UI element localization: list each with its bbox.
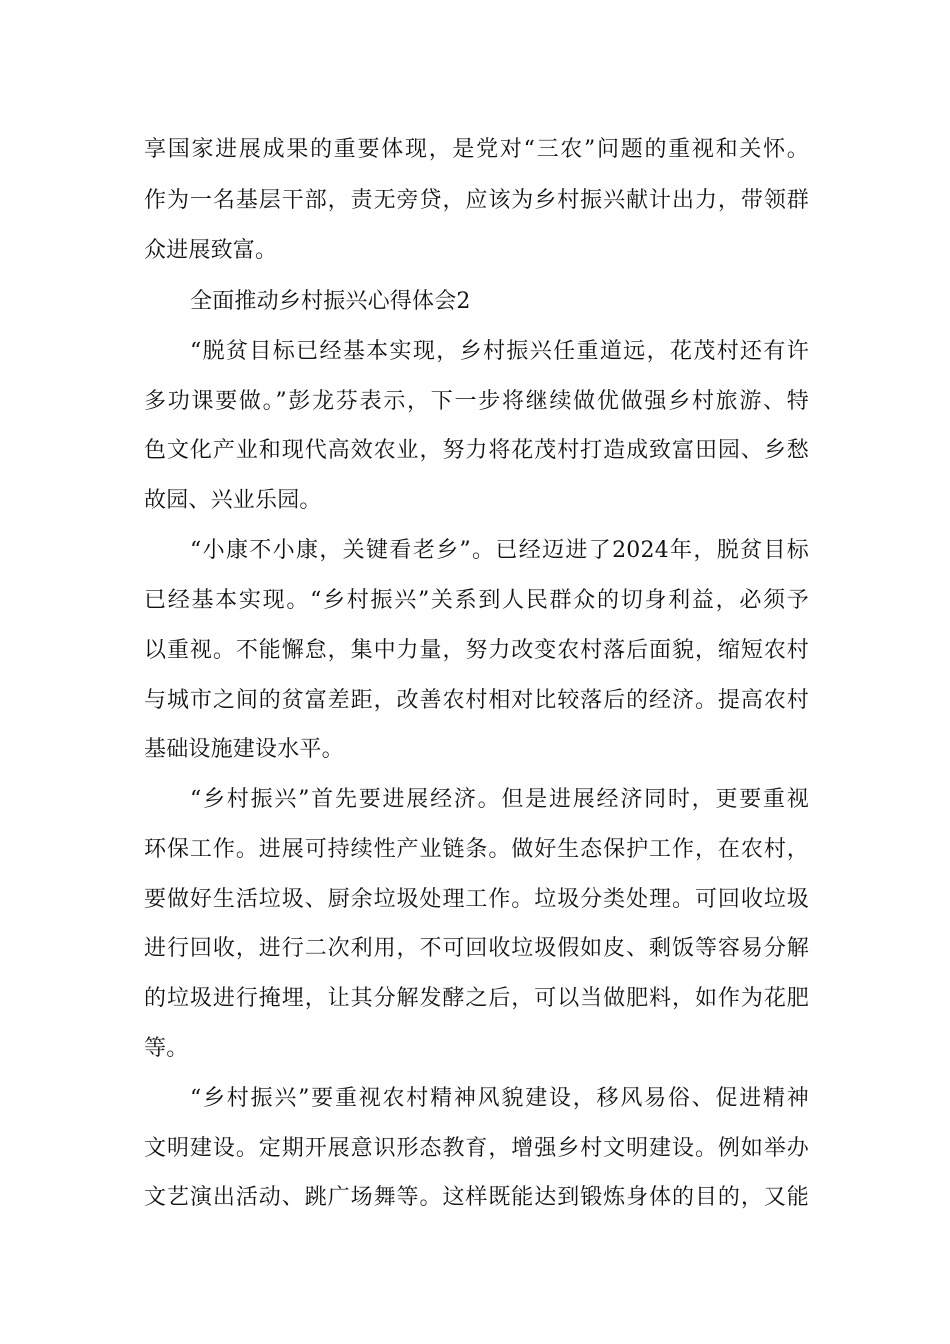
paragraph-line: 要做好生活垃圾、厨余垃圾处理工作。垃圾分类处理。可回收垃圾	[144, 887, 809, 912]
paragraph-line: 与城市之间的贫富差距，改善农村相对比较落后的经济。提高农村	[144, 688, 809, 713]
paragraph-line: “脱贫目标已经基本实现，乡村振兴任重道远，花茂村还有许	[190, 339, 809, 364]
paragraph-line: 众进展致富。	[144, 238, 278, 263]
paragraph-line: 以重视。不能懈怠，集中力量，努力改变农村落后面貌，缩短农村	[144, 638, 809, 663]
section-heading: 全面推动乡村振兴心得体会2	[190, 289, 471, 314]
paragraph-line: 环保工作。进展可持续性产业链条。做好生态保护工作，在农村，	[144, 837, 809, 862]
paragraph-line: 等。	[144, 1036, 189, 1061]
paragraph-line: “小康不小康，关键看老乡”。已经迈进了2024年，脱贫目标	[190, 538, 809, 563]
paragraph-line: 已经基本实现。“乡村振兴”关系到人民群众的切身利益，必须予	[144, 588, 809, 613]
paragraph-line: 文艺演出活动、跳广场舞等。这样既能达到锻炼身体的目的，又能	[144, 1185, 809, 1210]
paragraph-line: 享国家进展成果的重要体现，是党对“三农”问题的重视和关怀。	[144, 137, 809, 162]
paragraph-line: 多功课要做。”彭龙芬表示，下一步将继续做优做强乡村旅游、特	[144, 389, 809, 414]
paragraph-line: 故园、兴业乐园。	[144, 488, 322, 513]
paragraph-line: 进行回收，进行二次利用，不可回收垃圾假如皮、剩饭等容易分解	[144, 936, 809, 961]
paragraph-line: 色文化产业和现代高效农业，努力将花茂村打造成致富田园、乡愁	[144, 438, 809, 463]
paragraph-line: “乡村振兴”首先要进展经济。但是进展经济同时，更要重视	[190, 787, 809, 812]
paragraph-line: 的垃圾进行掩埋，让其分解发酵之后，可以当做肥料，如作为花肥	[144, 986, 809, 1011]
paragraph-line: 作为一名基层干部，责无旁贷，应该为乡村振兴献计出力，带领群	[144, 188, 809, 213]
paragraph-line: “乡村振兴”要重视农村精神风貌建设，移风易俗、促进精神	[190, 1086, 809, 1111]
paragraph-line: 文明建设。定期开展意识形态教育，增强乡村文明建设。例如举办	[144, 1136, 809, 1161]
paragraph-line: 基础设施建设水平。	[144, 737, 344, 762]
